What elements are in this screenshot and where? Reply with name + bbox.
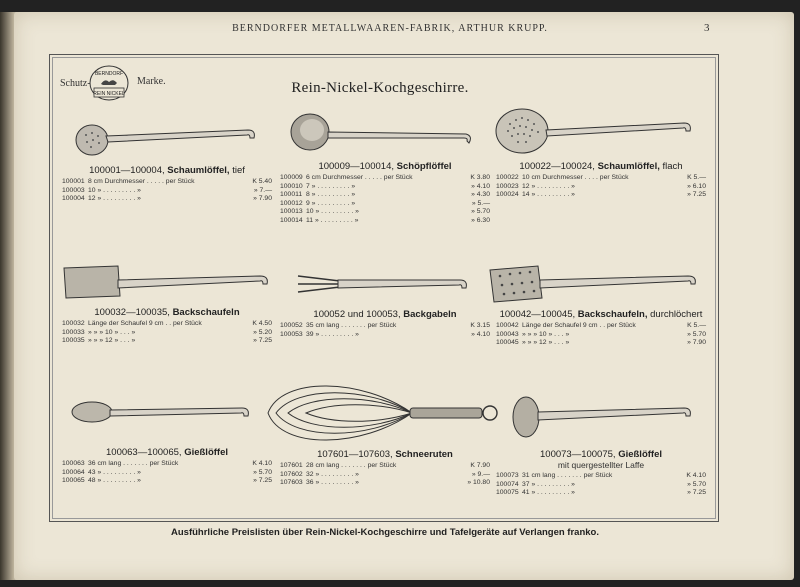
ladle-icon	[288, 108, 478, 158]
price-row-price: K 7.90	[470, 462, 490, 469]
price-row-price: » 5.70	[687, 330, 706, 338]
price-row-num: 100013	[280, 208, 303, 215]
price-row	[496, 481, 706, 490]
trademark-left-label: Schutz-	[60, 78, 91, 89]
price-row-num: 100052	[280, 322, 303, 329]
price-row	[62, 477, 272, 486]
price-row-desc: 12 » . . . . . . . . . »	[88, 195, 141, 202]
item-title: 100032—100035, Backschaufeln	[94, 307, 240, 318]
price-row-num: 100074	[496, 480, 519, 488]
price-row-num: 100035	[62, 337, 85, 344]
item-title: 100052 und 100053, Backgabeln	[313, 309, 457, 320]
seal-bottom-text: REIN NICKEL	[93, 91, 125, 97]
price-row-num: 100073	[496, 472, 519, 479]
price-row-num: 100075	[496, 489, 519, 496]
price-row-num: 100001	[62, 178, 85, 185]
price-row-num: 100045	[496, 339, 519, 346]
price-row	[62, 460, 272, 469]
item-100052	[280, 309, 490, 339]
price-row-price: » 5.70	[471, 208, 490, 215]
price-row-price: » 7.—	[253, 186, 272, 194]
seal-top-text: BERNDORF	[94, 71, 124, 77]
item-100009	[280, 161, 490, 225]
price-row-price: » 5.20	[253, 328, 272, 336]
price-row-price: K 4.10	[252, 460, 272, 467]
price-row	[280, 208, 490, 217]
price-row-desc: 36 cm lang . . . . . . . per Stück	[88, 460, 179, 467]
item-title: 100063—100065, Gießlöffel	[106, 447, 228, 458]
price-row-num: 100014	[280, 216, 303, 224]
item-subtitle: mit quergestellter Laffe	[557, 460, 645, 470]
price-row-desc: Länge der Schaufel 9 cm . . per Stück	[522, 322, 636, 329]
skimmer-flat-icon	[494, 106, 699, 156]
item-100001	[62, 165, 272, 204]
price-row	[62, 178, 272, 187]
trademark-right-label: Marke.	[137, 76, 166, 87]
item-100042	[496, 309, 706, 348]
price-row-price: » 10.80	[467, 479, 490, 486]
price-row-desc: 10 » . . . . . . . . . »	[88, 186, 141, 194]
price-row-price: » 4.10	[471, 330, 490, 338]
price-row-desc: 7 » . . . . . . . . . »	[306, 182, 356, 190]
price-row-desc: 43 » . . . . . . . . . »	[88, 468, 141, 476]
price-row	[280, 217, 490, 226]
price-row-price: » 7.25	[253, 337, 272, 344]
price-row-num: 100022	[496, 174, 519, 181]
price-row	[496, 174, 706, 183]
price-row-desc: 35 cm lang . . . . . . . per Stück	[306, 322, 397, 329]
price-row-price: » 6.30	[471, 216, 490, 224]
price-row-desc: 36 » . . . . . . . . . »	[306, 479, 359, 486]
price-row	[280, 462, 490, 471]
price-row-price: K 3.80	[470, 174, 490, 181]
price-row-num: 100024	[496, 191, 519, 198]
price-row	[62, 469, 272, 478]
price-row-price: » 9.—	[471, 470, 490, 478]
price-row-desc: 28 cm lang . . . . . . . per Stück	[306, 462, 397, 469]
price-row-desc: 8 cm Durchmesser . . . . . per Stück	[88, 178, 195, 185]
item-title: 107601—107603, Schneeruten	[317, 449, 453, 460]
price-row-price: K 4.50	[252, 320, 272, 327]
price-row-desc: 8 » . . . . . . . . . »	[306, 191, 356, 198]
price-row-num: 100010	[280, 182, 303, 190]
price-row-price: » 7.25	[687, 489, 706, 496]
price-row	[62, 187, 272, 196]
price-row	[62, 329, 272, 338]
price-row-desc: » » » 12 » . . . »	[88, 337, 136, 344]
skimmer-deep-icon	[72, 118, 262, 164]
price-row-price: » 5.70	[253, 468, 272, 476]
whisk-icon	[262, 380, 502, 446]
price-row-price: » 4.10	[471, 182, 490, 190]
price-row-num: 100009	[280, 174, 303, 181]
item-100032	[62, 307, 272, 346]
price-row-desc: 11 » . . . . . . . . . »	[306, 216, 359, 224]
item-100073	[496, 449, 706, 498]
price-row	[280, 200, 490, 209]
price-row-desc: 14 » . . . . . . . . . »	[522, 191, 575, 198]
price-row-num: 107602	[280, 470, 303, 478]
price-row-desc: » » » 10 » . . . »	[522, 330, 570, 338]
item-title: 100009—100014, Schöpflöffel	[318, 161, 452, 172]
pouring-spoon-icon	[70, 398, 256, 428]
price-row-price: » 7.90	[687, 339, 706, 346]
price-row-price: » 4.30	[471, 191, 490, 198]
price-row-num: 107601	[280, 462, 303, 469]
price-row-price: K 4.10	[686, 472, 706, 479]
trademark-seal-icon	[88, 64, 130, 102]
pouring-ladle-cross-icon	[510, 394, 698, 440]
price-row	[280, 191, 490, 200]
price-row-price: » 6.10	[687, 182, 706, 190]
price-row	[496, 331, 706, 340]
price-row	[280, 471, 490, 480]
price-row	[62, 337, 272, 346]
price-row	[496, 472, 706, 481]
page-header: BERNDORFER METALLWAAREN-FABRIK, ARTHUR KRUPP.	[232, 23, 548, 34]
item-title: 100042—100045, Backschaufeln, durchlöchert	[499, 309, 703, 320]
price-row	[496, 191, 706, 200]
price-row-num: 100023	[496, 182, 519, 190]
price-row	[496, 489, 706, 498]
price-row-num: 100012	[280, 199, 303, 207]
catalog-title: Rein-Nickel-Kochgeschirre.	[291, 80, 469, 96]
price-row-desc: » » » 10 » . . . »	[88, 328, 136, 336]
price-row-desc: 6 cm Durchmesser . . . . . per Stück	[306, 174, 413, 181]
price-row-price: » 7.90	[253, 195, 272, 202]
price-row	[496, 183, 706, 192]
price-row-desc: 31 cm lang . . . . . . . per Stück	[522, 472, 613, 479]
price-row	[496, 339, 706, 348]
price-row-price: K 3.15	[470, 322, 490, 329]
price-row-price: » 5.70	[687, 480, 706, 488]
page-footer: Ausführliche Preislisten über Rein-Nickel-Kochgeschirre und Tafelgeräte auf Verlangen franko.	[171, 527, 599, 538]
price-row-num: 100011	[280, 191, 303, 198]
price-row-num: 100063	[62, 460, 85, 467]
baking-shovel-icon	[62, 262, 274, 302]
price-row-price: K 5.—	[687, 174, 706, 181]
price-row	[62, 320, 272, 329]
item-100022	[496, 161, 706, 200]
baking-fork-icon	[296, 268, 474, 298]
item-107601	[280, 449, 490, 488]
price-row	[280, 322, 490, 331]
page-number: 3	[704, 22, 710, 34]
price-row-desc: 48 » . . . . . . . . . »	[88, 477, 141, 484]
price-row-price: » 5.—	[471, 199, 490, 207]
price-row	[496, 322, 706, 331]
price-row-desc: 9 » . . . . . . . . . »	[306, 199, 356, 207]
perforated-shovel-icon	[488, 264, 703, 304]
price-row	[280, 479, 490, 488]
price-row-num: 100053	[280, 330, 303, 338]
item-title: 100001—100004, Schaumlöffel, tief	[89, 165, 245, 176]
price-row-num: 100043	[496, 330, 519, 338]
price-row	[62, 195, 272, 204]
item-title: 100022—100024, Schaumlöffel, flach	[519, 161, 683, 172]
price-row-desc: 39 » . . . . . . . . . »	[306, 330, 359, 338]
price-row-desc: 41 » . . . . . . . . . »	[522, 489, 575, 496]
price-row-desc: 10 cm Durchmesser . . . . per Stück	[522, 174, 629, 181]
price-row-num: 107603	[280, 479, 303, 486]
price-row-num: 100033	[62, 328, 85, 336]
price-row-price: K 5.—	[687, 322, 706, 329]
price-row	[280, 331, 490, 340]
item-100063	[62, 447, 272, 486]
price-row	[280, 174, 490, 183]
price-row-desc: 12 » . . . . . . . . . »	[522, 182, 575, 190]
price-row-desc: Länge der Schaufel 9 cm . . per Stück	[88, 320, 202, 327]
price-row-num: 100042	[496, 322, 519, 329]
price-row-num: 100032	[62, 320, 85, 327]
price-row-desc: 37 » . . . . . . . . . »	[522, 480, 575, 488]
price-row-price: » 7.25	[687, 191, 706, 198]
price-row-desc: » » » 12 » . . . »	[522, 339, 570, 346]
price-row-num: 100065	[62, 477, 85, 484]
price-row-price: K 5.40	[252, 178, 272, 185]
item-title: 100073—100075, Gießlöffel	[540, 449, 662, 460]
price-row-desc: 32 » . . . . . . . . . »	[306, 470, 359, 478]
price-row-num: 100064	[62, 468, 85, 476]
price-row-desc: 10 » . . . . . . . . . »	[306, 208, 359, 215]
price-row-num: 100004	[62, 195, 85, 202]
price-row-price: » 7.25	[253, 477, 272, 484]
price-row-num: 100003	[62, 186, 85, 194]
price-row	[280, 183, 490, 192]
